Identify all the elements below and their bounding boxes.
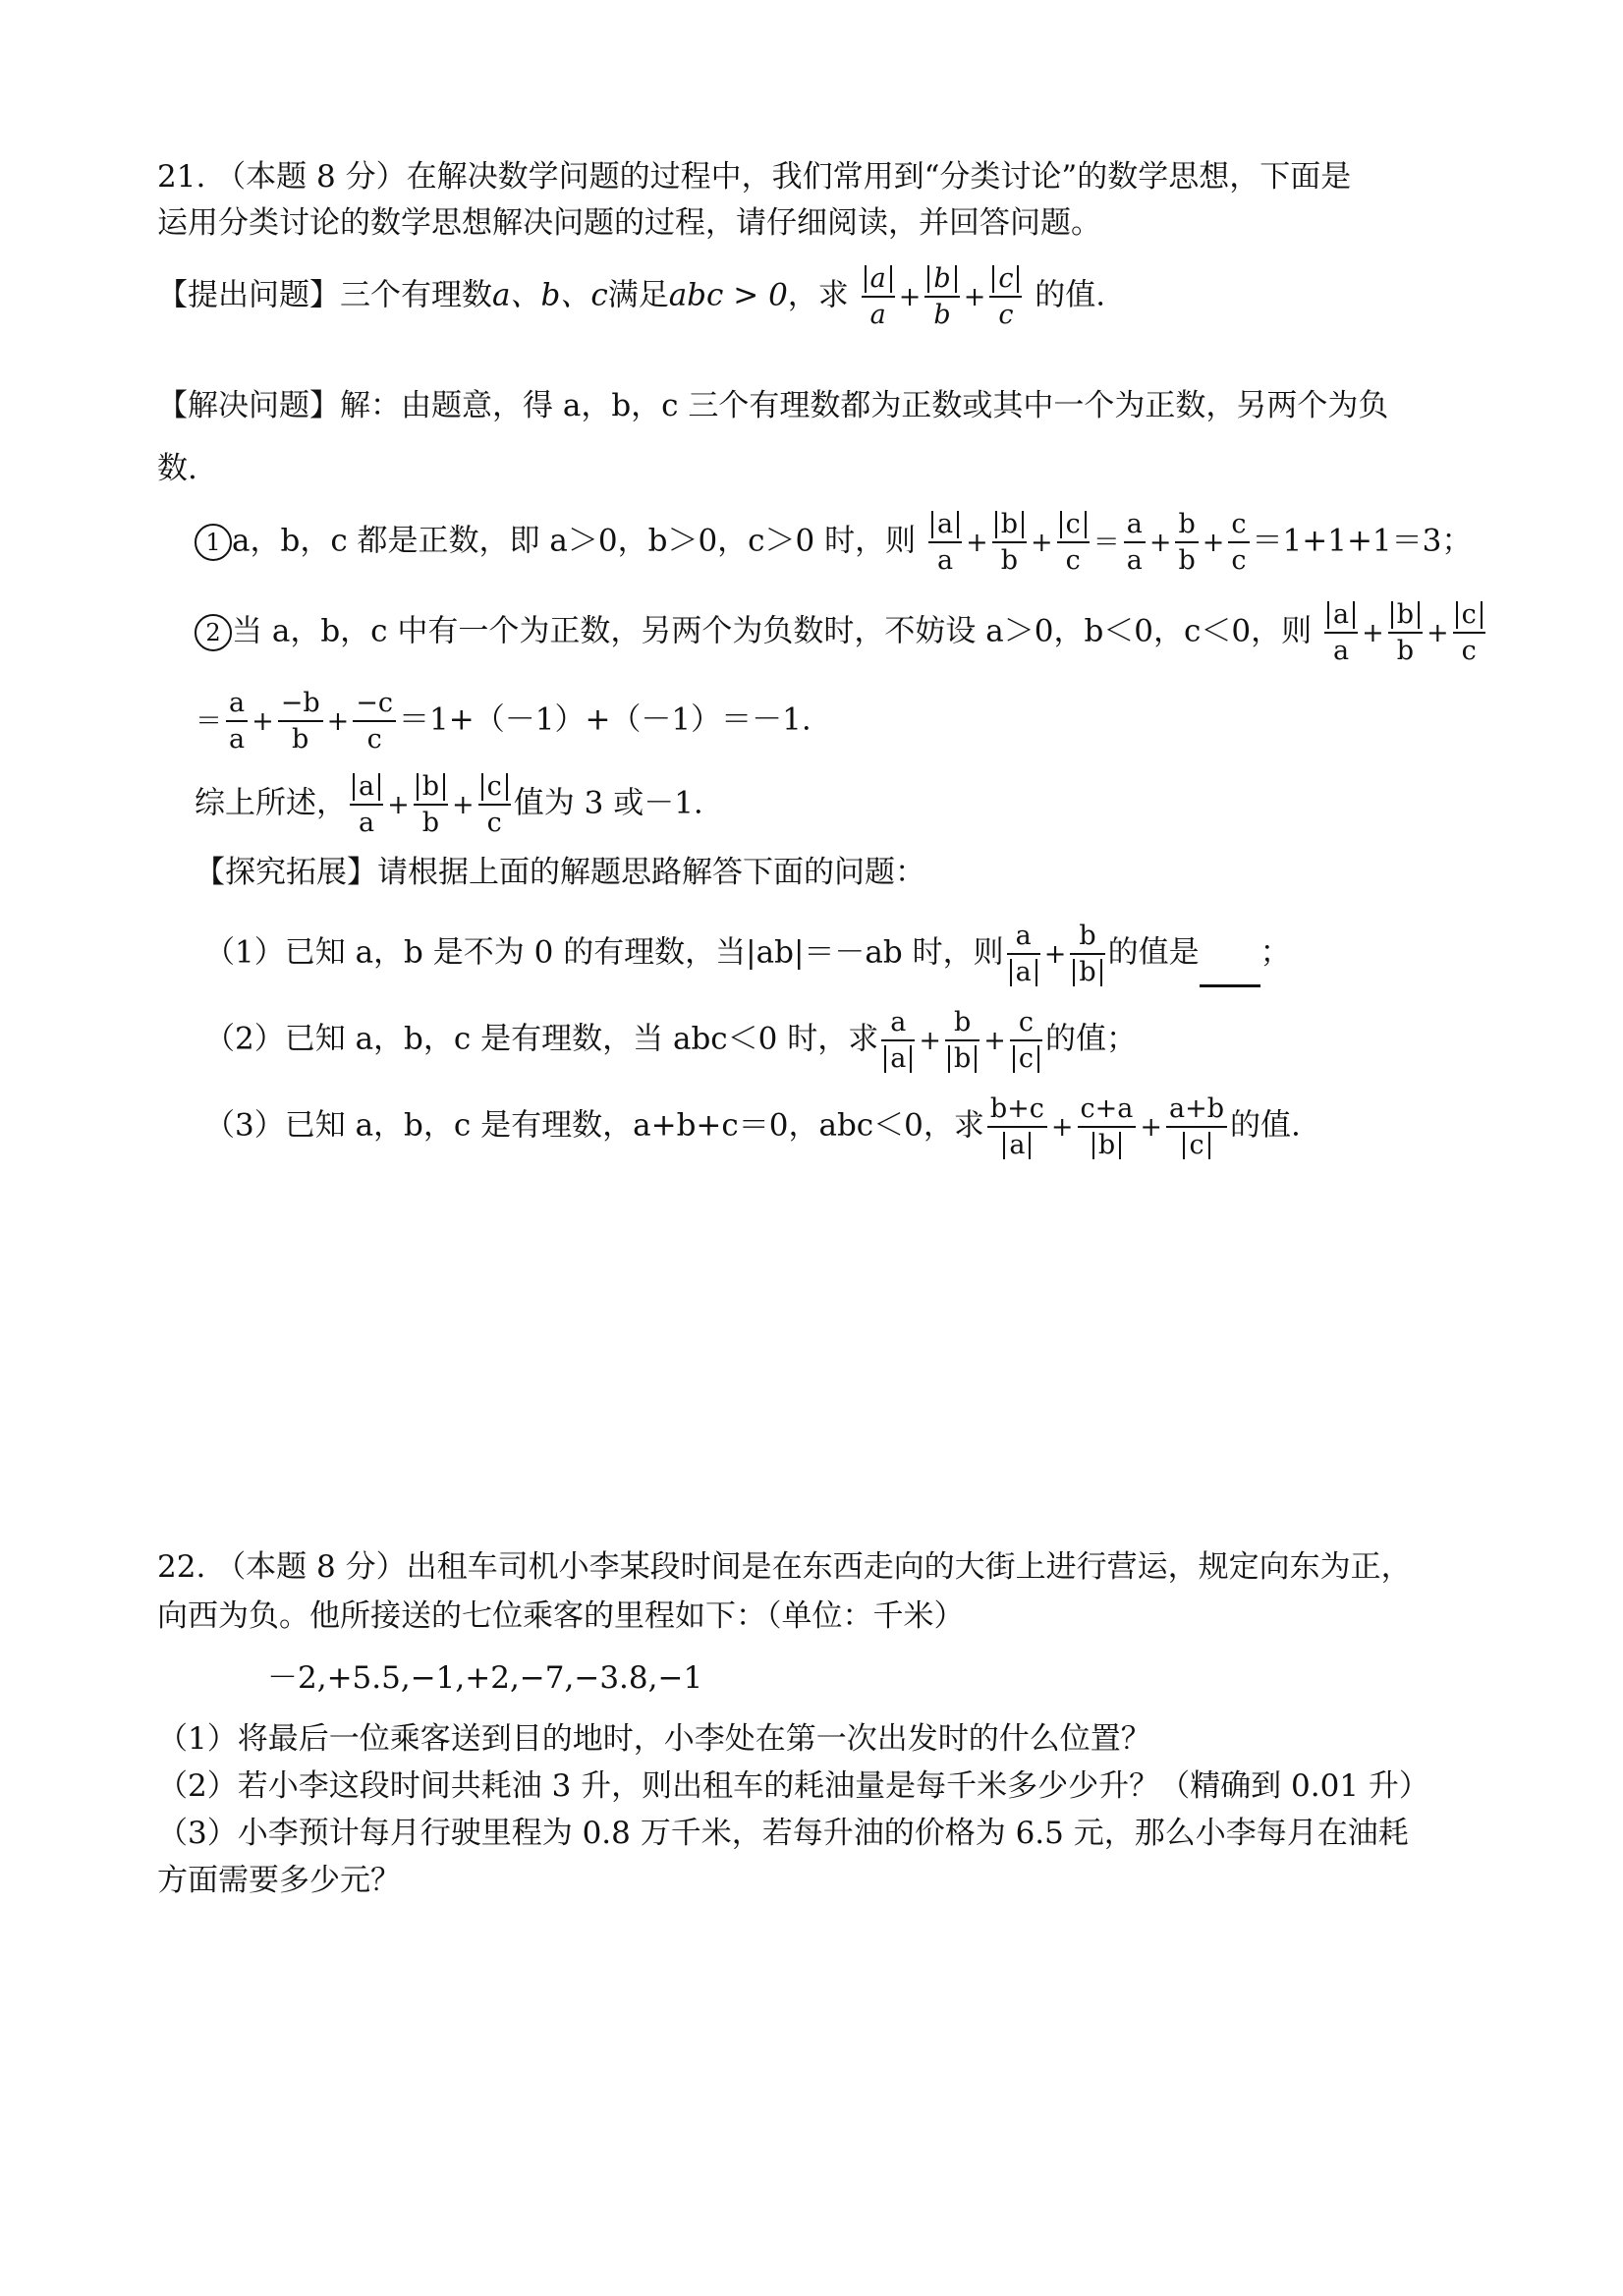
pose-ask: ，求 xyxy=(787,277,849,313)
q22-line2: 向西为负。他所接送的七位乘客的里程如下：（单位：千米） xyxy=(157,1598,965,1634)
pose-fraction-b: $\frac{b}{b}$ xyxy=(924,263,959,330)
pose-cond: abc > 0 xyxy=(668,277,788,313)
pose-cond-pre: 满足 xyxy=(607,277,669,313)
solve-label: 【解决问题】 xyxy=(157,388,340,423)
conclusion-pre: 综上所述， xyxy=(195,785,347,821)
pose-fraction-c: $\frac{c}{c}$ xyxy=(989,263,1022,330)
pose-text: 三个有理数 xyxy=(340,277,492,313)
pose-label: 【提出问题】 xyxy=(157,277,340,313)
q21-explore-p2: （2）已知 a，b，c 是有理数，当 abc＜0 时，求 $\frac{a}{a}$ + $\frac{b}{b}$ + $\frac{c}{c}$ 的值； xyxy=(204,1007,1138,1075)
explore-label: 【探究拓展】 xyxy=(195,855,377,890)
p3-post: 的值. xyxy=(1230,1107,1301,1144)
p1-end: ； xyxy=(1259,934,1291,971)
case2-text: 当 a，b，c 中有一个为正数，另两个为负数时，不妨设 a＞0，b＜0，c＜0，则 xyxy=(232,613,1313,649)
pose-fraction-a: $\frac{a}{a}$ xyxy=(862,263,895,330)
p2-post: 的值； xyxy=(1045,1021,1138,1057)
answer-blank[interactable] xyxy=(1200,959,1260,987)
p2-pre: （2）已知 a，b，c 是有理数，当 abc＜0 时，求 xyxy=(204,1021,879,1057)
pose-end: 的值. xyxy=(1035,277,1106,313)
q21-explore-intro xyxy=(195,855,925,890)
q21-conclusion: 综上所述， $\frac{a}{a}$ + $\frac{b}{b}$ + $\frac{c}{c}$ 值为 3 或－1. xyxy=(195,771,703,839)
case2-circled-number: 2 xyxy=(195,614,232,651)
case1-result: ＝1+1+1＝3； xyxy=(1252,523,1473,559)
case1-text: a，b，c 都是正数，即 a＞0，b＞0，c＞0 时，则 xyxy=(232,523,917,559)
q21-case1: 1 a，b，c 都是正数，即 a＞0，b＞0，c＞0 时，则 $\frac{a}{a}$ + $\frac{b}{b}$ + $\frac{c}{c}$ ＝ $\frac{a}{a}$ + $\frac{b}{b}$ + $\frac{c}{c}$ ＝1+1+1＝3； xyxy=(195,509,1472,576)
q21-solve-line1 xyxy=(157,388,1389,423)
explore-intro-text: 请根据上面的解题思路解答下面的问题： xyxy=(377,855,925,890)
p1-pre: （1）已知 a，b 是不为 0 的有理数，当|ab|＝－ab 时，则 xyxy=(204,934,1004,971)
q21-explore-p3: （3）已知 a，b，c 是有理数，a+b+c＝0，abc＜0，求 $\frac{b+c}{a}$ + $\frac{c+a}{b}$ + $\frac{a+b}{c}$ 的值. xyxy=(204,1093,1301,1161)
case2-result: ＝1+（－1）+（－1）＝－1. xyxy=(399,701,812,738)
pose-vars: a、b、c xyxy=(492,277,608,313)
q21-header-line2: 运用分类讨论的数学思想解决问题的过程，请仔细阅读，并回答问题。 xyxy=(157,205,1101,241)
q22-p3-line1: （3）小李预计每月行驶里程为 0.8 万千米，若每升油的价格为 6.5 元，那么小李每月在油耗 xyxy=(157,1816,1409,1851)
q22-line1: 22. （本题 8 分）出租车司机小李某段时间是在东西走向的大街上进行营运，规定向东为正， xyxy=(157,1549,1412,1585)
q21-pose-problem: 【提出问题】三个有理数a、b、c满足abc > 0，求 $\frac{a}{a}$ + $\frac{b}{b}$ + $\frac{c}{c}$ 的值. xyxy=(157,263,1106,331)
q21-explore-p1: （1）已知 a，b 是不为 0 的有理数，当|ab|＝－ab 时，则 $\frac{a}{a}$ + $\frac{b}{b}$ 的值是 ； xyxy=(204,921,1291,988)
p1-post: 的值是 xyxy=(1107,934,1200,971)
q21-case2-continued: ＝ $\frac{a}{a}$ + $\frac{-b}{b}$ + $\frac{-c}{c}$ ＝1+（－1）+（－1）＝－1. xyxy=(196,688,812,756)
q22-mileage-list: －2,+5.5,−1,+2,−7,−3.8,−1 xyxy=(267,1660,703,1696)
q21-solve-line2: 数. xyxy=(157,451,197,486)
q22-p3-line2: 方面需要多少元？ xyxy=(157,1863,401,1898)
q22-p2: （2）若小李这段时间共耗油 3 升，则出租车的耗油量是每千米多少少升？（精确到 0.01 升） xyxy=(157,1768,1429,1804)
p3-pre: （3）已知 a，b，c 是有理数，a+b+c＝0，abc＜0，求 xyxy=(204,1107,984,1144)
q21-case2: 2 当 a，b，c 中有一个为正数，另两个为负数时，不妨设 a＞0，b＜0，c＜0，则 $\frac{a}{a}$ + $\frac{b}{b}$ + $\frac{c}{c}$ xyxy=(195,599,1488,666)
q22-p1: （1）将最后一位乘客送到目的地时，小李处在第一次出发时的什么位置？ xyxy=(157,1721,1151,1757)
q21-header-line1: 21. （本题 8 分）在解决数学问题的过程中，我们常用到“分类讨论”的数学思想，下面是 xyxy=(157,159,1352,195)
solve-line1-text: 解：由题意，得 a，b，c 三个有理数都为正数或其中一个为正数，另两个为负 xyxy=(340,388,1389,423)
conclusion-post: 值为 3 或－1. xyxy=(513,785,703,821)
case1-circled-number: 1 xyxy=(195,524,232,561)
